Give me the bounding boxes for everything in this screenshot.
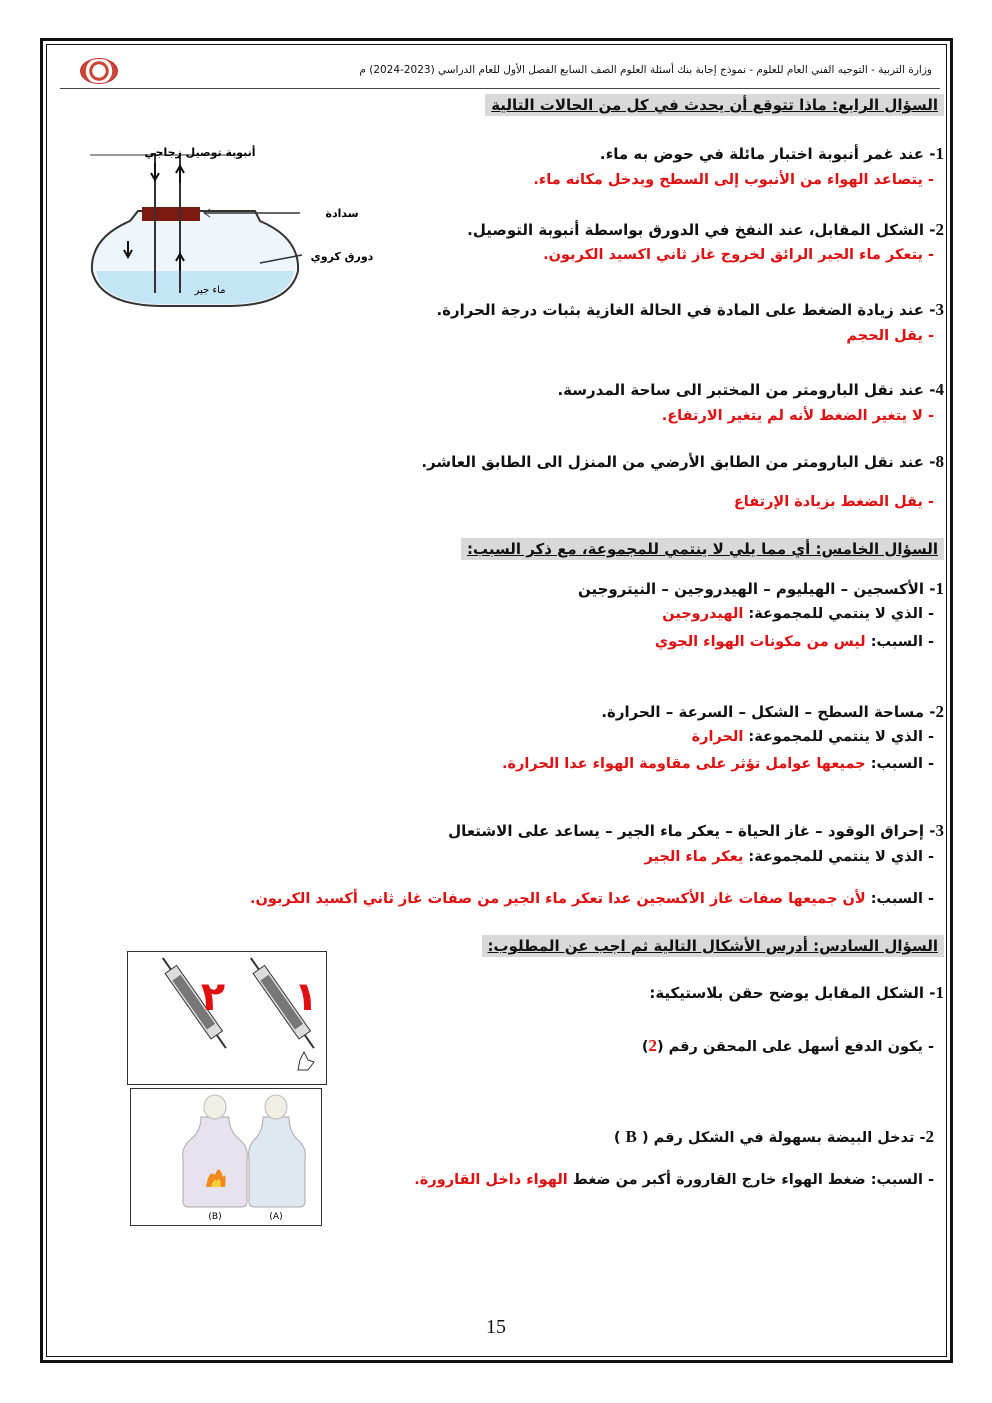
syringe-label-1: ١ — [293, 974, 319, 1020]
bottles-figure — [130, 1088, 322, 1226]
q4-item-4: 4- عند نقل البارومتر من المختبر الى ساحة المدرسة. — [557, 380, 944, 399]
logo-seal — [80, 58, 118, 84]
page-header — [60, 58, 940, 88]
q4-answer-3: - يقل الحجم — [846, 328, 934, 344]
q4-answer-4: - لا يتغير الضغط لأنه لم يتغير الارتفاع. — [661, 408, 934, 424]
q4-item-1: 1- عند غمر أنبوبة اختبار مائلة في حوض به ماء. — [599, 144, 944, 163]
header-text: وزارة التربية - التوجيه الفني العام للعلوم - نموذج إجابة بنك أسئلة العلوم الصف السابع الفصل الأول للعام الدراسي (2023-2024) م — [359, 64, 932, 76]
header-divider — [60, 88, 940, 89]
syringe-label-2: ٢ — [200, 974, 226, 1020]
q5-reason-1: - السبب: ليس من مكونات الهواء الجوي — [654, 634, 934, 650]
q5-odd-1: - الذي لا ينتمي للمجموعة: الهيدروجين — [662, 606, 934, 622]
q6-reason-2: - السبب: ضغط الهواء خارج القارورة أكبر من ضغط الهواء داخل القارورة. — [414, 1172, 934, 1188]
q5-item-3: 3- إحراق الوقود – غاز الحياة – يعكر ماء الجير – يساعد على الاشتعال — [448, 821, 944, 840]
q5-odd-2: - الذي لا ينتمي للمجموعة: الحرارة — [691, 729, 934, 745]
q6-answer-1: - يكون الدفع أسهل على المحقن رقم (2) — [641, 1036, 934, 1055]
stopper-label: سدادة — [325, 207, 359, 220]
q4-title: السؤال الرابع: ماذا تتوقع أن يحدث في كل من الحالات التالية — [485, 94, 944, 116]
q4-answer-5: - يقل الضغط بزيادة الإرتفاع — [733, 494, 934, 510]
q5-title: السؤال الخامس: أي مما يلي لا ينتمي للمجموعة، مع ذكر السبب: — [461, 538, 944, 560]
q4-item-5: 8- عند نقل البارومتر من الطابق الأرضي من المنزل الى الطابق العاشر. — [421, 452, 944, 471]
bottle-label-b: (B) — [208, 1212, 222, 1222]
q5-reason-2: - السبب: جميعها عوامل تؤثر على مقاومة الهواء عدا الحرارة. — [501, 756, 934, 772]
syringe-figure — [127, 951, 327, 1085]
q4-answer-2: - يتعكر ماء الجير الرائق لخروج غاز ثاني اكسيد الكربون. — [543, 247, 934, 263]
q5-reason-3: - السبب: لأن جميعها صفات غاز الأكسجين عدا تعكر ماء الجير من صفات غاز ثاني أكسيد الكربون. — [250, 891, 934, 907]
q4-item-2: 2- الشكل المقابل، عند النفخ في الدورق بواسطة أنبوبة التوصيل. — [467, 220, 944, 239]
q4-answer-1: - يتصاعد الهواء من الأنبوب إلى السطح ويدخل مكانه ماء. — [533, 172, 934, 188]
q6-title: السؤال السادس: أدرس الأشكال التالية ثم اجب عن المطلوب: — [482, 935, 944, 957]
flask-label: دورق كروي — [310, 250, 374, 263]
q5-odd-3: - الذي لا ينتمي للمجموعة: يعكر ماء الجير — [644, 849, 934, 865]
page-number: 15 — [486, 1316, 506, 1338]
tube-label: أنبوبة توصيل زجاجي — [144, 146, 256, 159]
q6-item-2: 2- تدخل البيضة بسهولة في الشكل رقم ( B ) — [613, 1127, 934, 1146]
lime-label: ماء جير — [194, 285, 226, 296]
q5-item-2: 2- مساحة السطح – الشكل – السرعة – الحرارة. — [601, 702, 944, 721]
q5-item-1: 1- الأكسجين – الهيليوم – الهيدروجين – النيتروجين — [577, 579, 944, 598]
q6-item-1: 1- الشكل المقابل يوضح حقن بلاستيكية: — [649, 983, 944, 1002]
q4-item-3: 3- عند زيادة الضغط على المادة في الحالة الغازية بثبات درجة الحرارة. — [436, 300, 944, 319]
flask-figure — [80, 143, 388, 309]
bottle-label-a: (A) — [269, 1212, 283, 1222]
